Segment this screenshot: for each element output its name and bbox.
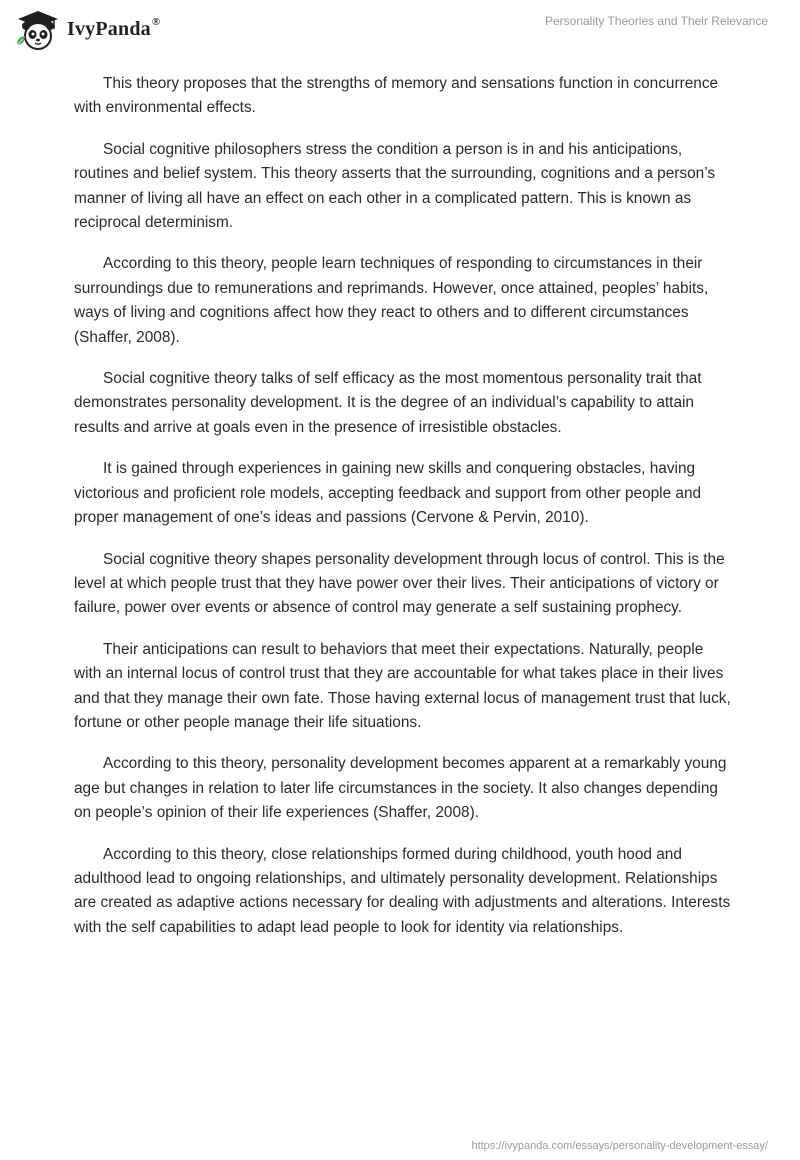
brand-text: IvyPanda xyxy=(67,17,151,40)
paragraph: Social cognitive theory talks of self efficacy as the most momentous personality trait that demonstrates personality development. It is the degree of an individual’s capability to attain results and arrive at goals even in the presence of irresistible obstacles. xyxy=(74,370,702,436)
page-header xyxy=(0,0,800,60)
registered-mark: ® xyxy=(151,15,161,28)
ivypanda-logo[interactable] xyxy=(14,9,160,51)
document-title: Personality Theories and Their Relevance xyxy=(544,14,768,28)
paragraph: Their anticipations can result to behaviors that meet their expectations. Naturally, people with an internal locus of control trust that they are accountable for what takes place in their lives and that they manage their own fate. Those having external locus of management trust that luck, fortune or other people manage their life situations. xyxy=(74,640,731,731)
panda-graduate-icon xyxy=(14,9,62,51)
paragraph: It is gained through experiences in gaining new skills and conquering obstacles, having victorious and proficient role models, accepting feedback and support from other people and proper management of one’s ideas and passions (Cervone & Pervin, 2010). xyxy=(74,460,702,527)
paragraph: According to this theory, personality development becomes apparent at a remarkably young age but changes in relation to later life circumstances in the society. It also changes depending on people’s opinion of their life experiences (Shaffer, 2008). xyxy=(74,755,727,822)
paragraph: Social cognitive philosophers stress the condition a person is in and his anticipations, routines and belief system. This theory asserts that the surrounding, cognitions and a person’s manner of living all have an effect on each other in a complicated pattern. This is known as reciprocal determinism. xyxy=(74,140,716,232)
essay-body xyxy=(74,72,734,957)
paragraph: According to this theory, people learn techniques of responding to circumstances in their surroundings due to remunerations and reprimands. However, once attained, peoples’ habits, ways of living and cognitions affect how they react to others and to different circumstances (Shaffer, 2008). xyxy=(74,255,709,346)
paragraph: According to this theory, close relationships formed during childhood, youth hood and adulthood lead to ongoing relationships, and ultimately personality development. Relationships are created as adaptive actions necessary for dealing with adjustments and alterations. Interests with the self capabilities to adapt lead people to look for identity via relationships. xyxy=(74,845,731,936)
source-url-link[interactable]: https://ivypanda.com/essays/personality-development-essay/ xyxy=(471,1140,768,1152)
paragraph: Social cognitive theory shapes personality development through locus of control. This is the level at which people trust that they have power over their lives. Their anticipations of victory or failure, power over events or absence of control may generate a self sustaining prophecy. xyxy=(74,550,725,617)
paragraph: This theory proposes that the strengths of memory and sensations function in concurrence with environmental effects. xyxy=(74,75,719,117)
brand-name xyxy=(67,15,161,41)
